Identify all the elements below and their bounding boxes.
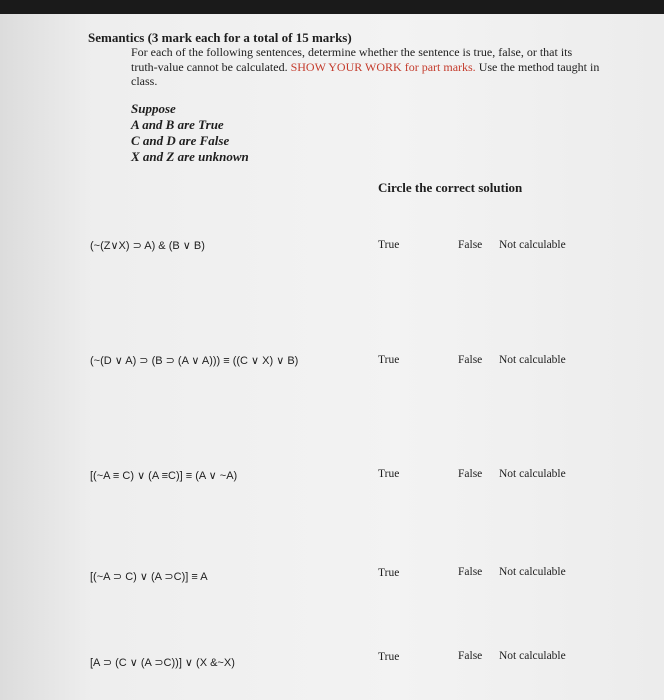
problem-3-not-calculable-option[interactable]: Not calculable xyxy=(499,468,566,480)
problem-1-false-option[interactable]: False xyxy=(458,239,483,251)
suppose-line-cd: C and D are False xyxy=(131,133,230,148)
problem-3-false-option[interactable]: False xyxy=(458,468,483,480)
top-bar xyxy=(0,0,664,14)
section-title: Semantics (3 mark each for a total of 15 marks) xyxy=(88,30,352,45)
instructions-highlight: SHOW YOUR WORK for part marks. xyxy=(290,59,476,74)
problem-2-true-option[interactable]: True xyxy=(378,354,400,366)
problem-5-false-option[interactable]: False xyxy=(458,650,483,662)
problem-5-not-calculable-option[interactable]: Not calculable xyxy=(499,650,566,662)
problem-1-true-option[interactable]: True xyxy=(378,239,400,251)
suppose-line-ab: A and B are True xyxy=(131,117,224,132)
problem-2-not-calculable-option[interactable]: Not calculable xyxy=(499,354,566,366)
problem-4-not-calculable-option[interactable]: Not calculable xyxy=(499,566,566,578)
instructions xyxy=(131,45,601,89)
problem-1-not-calculable-option[interactable]: Not calculable xyxy=(499,239,566,251)
problem-2-false-option[interactable]: False xyxy=(458,354,483,366)
problem-2-expression: (~(D ∨ A) ⊃ (B ⊃ (A ∨ A))) ≡ ((C ∨ X) ∨ B) xyxy=(90,355,299,367)
problem-4-true-option[interactable]: True xyxy=(378,567,400,579)
problem-4-expression: [(~A ⊃ C) ∨ (A ⊃C)] ≡ A xyxy=(90,571,208,583)
circle-solution-heading: Circle the correct solution xyxy=(378,180,523,195)
problem-5-expression: [A ⊃ (C ∨ (A ⊃C))] ∨ (X &~X) xyxy=(90,657,235,669)
suppose-block xyxy=(131,101,249,165)
suppose-line-xz: X and Z are unknown xyxy=(131,149,249,164)
instructions-text-end: Use the method taught in class. xyxy=(131,59,600,89)
problem-3-true-option[interactable]: True xyxy=(378,468,400,480)
instructions-text: For each of the following sentences, determine whether the sentence is true, false, or that its truth-value cannot be calculated. xyxy=(131,45,573,74)
suppose-label: Suppose xyxy=(131,101,176,116)
problem-5-true-option[interactable]: True xyxy=(378,651,400,663)
problem-1-expression: (~(Z∨X) ⊃ A) & (B ∨ B) xyxy=(90,240,205,252)
problem-3-expression: [(~A ≡ C) ∨ (A ≡C)] ≡ (A ∨ ~A) xyxy=(90,470,238,482)
problem-4-false-option[interactable]: False xyxy=(458,566,483,578)
